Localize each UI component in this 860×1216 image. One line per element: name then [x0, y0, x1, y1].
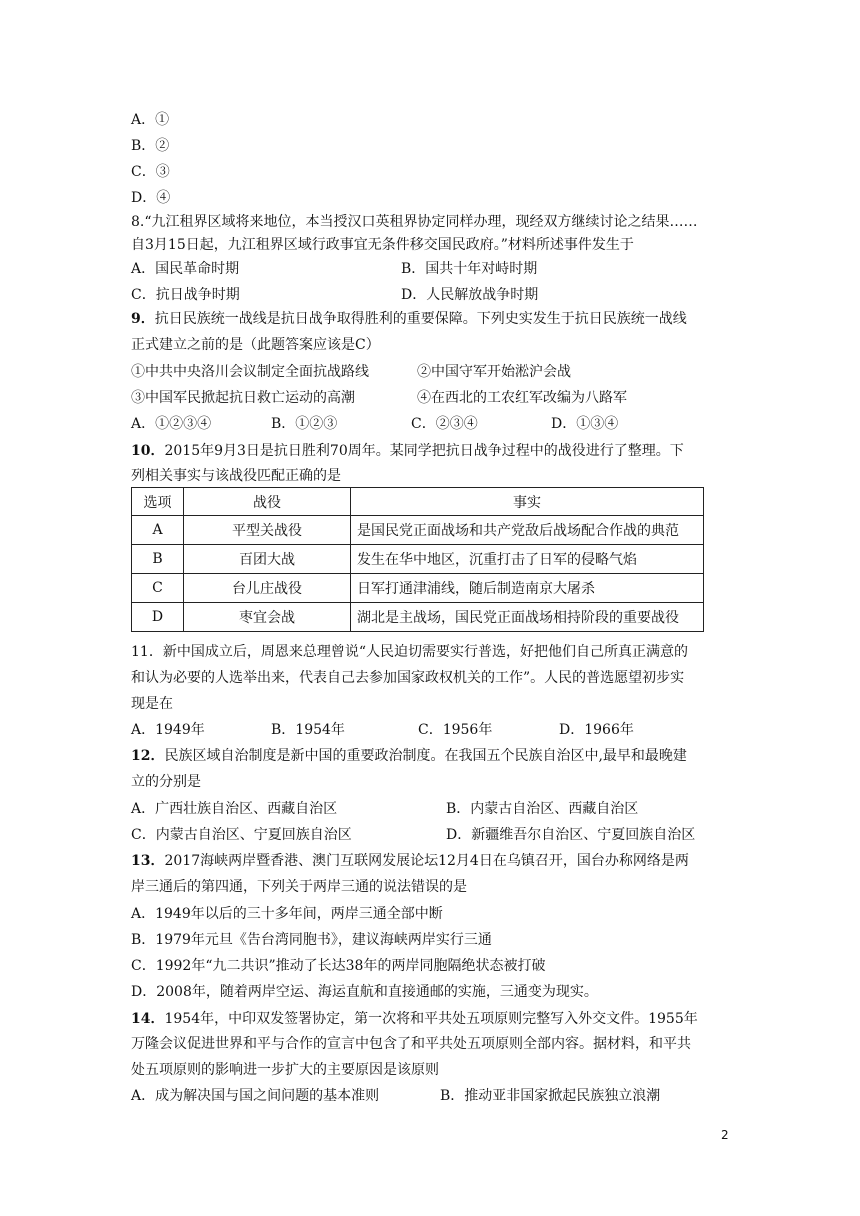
q14-stem-line3: 处五项原则的影响进一步扩大的主要原因是该原则: [131, 1062, 439, 1078]
row-fact: 是国民党正面战场和共产党敌后战场配合作战的典范: [351, 516, 704, 545]
q12-option-b: B．内蒙古自治区、西藏自治区: [446, 801, 639, 817]
page-number: 2: [721, 1128, 729, 1142]
q13-number: 13．: [131, 853, 165, 869]
q9-item-2: ②中国守军开始淞沪会战: [417, 364, 571, 380]
q9-stem-line1: [131, 310, 687, 328]
q13-option-a: A．1949年以后的三十多年间，两岸三通全部中断: [131, 906, 443, 922]
row-battle: 百团大战: [184, 545, 351, 574]
q14-option-a: A．成为解决国与国之间问题的基本准则: [131, 1088, 380, 1104]
q14-stem-line1: [131, 1010, 698, 1028]
q13-stem-text: 2017海峡两岸暨香港、澳门互联网发展论坛12月4日在乌镇召开，国台办称网络是两: [164, 853, 689, 869]
q12-option-c: C．内蒙古自治区、宁夏回族自治区: [131, 827, 352, 843]
row-option: C: [132, 574, 184, 603]
q13-stem-line1: [131, 852, 689, 870]
header-fact: 事实: [351, 488, 704, 516]
q11-stem-line2: 和认为必要的人选举出来，代表自己去参加国家政权机关的工作”。人民的普选愿望初步实: [131, 670, 685, 686]
q8-stem-line1: 8.“九江租界区域将来地位，本当授汉口英租界协定同样办理，现经双方继续讨论之结果……: [131, 214, 698, 230]
q7-option-d: D．④: [131, 190, 171, 206]
q11-stem-line3: 现是在: [131, 696, 173, 712]
q12-stem-line1: [131, 747, 687, 765]
q10-stem-text: 2015年9月3日是抗日胜利70周年。某同学把抗日战争过程中的战役进行了整理。下: [164, 443, 684, 459]
q14-stem-text: 1954年，中印双发签署协定，第一次将和平共处五项原则完整写入外交文件。1955年: [164, 1011, 698, 1027]
q11-stem-line1: 11．新中国成立后，周恩来总理曾说“人民迫切需要实行普选，好把他们自己所真正满意的: [131, 644, 688, 660]
table-row: [132, 516, 704, 545]
q7-option-b: B．②: [131, 138, 170, 154]
row-battle: 平型关战役: [184, 516, 351, 545]
q11-option-a: A．1949年: [131, 722, 205, 738]
q8-option-c: C．抗日战争时期: [131, 287, 240, 303]
header-battle: 战役: [184, 488, 351, 516]
row-option: B: [132, 545, 184, 574]
row-option: D: [132, 603, 184, 632]
table-row: [132, 574, 704, 603]
row-battle: 枣宜会战: [184, 603, 351, 632]
q11-option-b: B．1954年: [271, 722, 345, 738]
q12-number: 12．: [131, 748, 165, 764]
row-fact: 日军打通津浦线，随后制造南京大屠杀: [351, 574, 704, 603]
q12-stem-text: 民族区域自治制度是新中国的重要政治制度。在我国五个民族自治区中,最早和最晚建: [164, 748, 687, 764]
q8-option-d: D．人民解放战争时期: [401, 287, 539, 303]
q9-item-4: ④在西北的工农红军改编为八路军: [417, 390, 627, 406]
q9-option-d: D．①③④: [551, 416, 619, 432]
q12-option-d: D．新疆维吾尔自治区、宁夏回族自治区: [446, 827, 696, 843]
row-fact: 发生在华中地区，沉重打击了日军的侵略气焰: [351, 545, 704, 574]
q9-number: 9．: [131, 311, 155, 327]
q14-stem-line2: 万隆会议促进世界和平与合作的宣言中包含了和平共处五项原则全部内容。据材料，和平共: [131, 1036, 691, 1052]
q10-stem-line1: [131, 442, 684, 460]
q9-option-c: C．②③④: [411, 416, 478, 432]
q8-option-b: B．国共十年对峙时期: [401, 261, 538, 277]
q12-stem-line2: 立的分别是: [131, 774, 201, 790]
q9-item-3: ③中国军民掀起抗日救亡运动的高潮: [131, 390, 355, 406]
row-fact: 湖北是主战场，国民党正面战场相持阶段的重要战役: [351, 603, 704, 632]
q12-option-a: A．广西壮族自治区、西藏自治区: [131, 801, 338, 817]
q13-stem-line2: 岸三通后的第四通，下列关于两岸三通的说法错误的是: [131, 879, 467, 895]
q8-option-a: A．国民革命时期: [131, 261, 240, 277]
q10-number: 10．: [131, 443, 165, 459]
header-option: 选项: [132, 488, 184, 516]
q13-option-d: D．2008年，随着两岸空运、海运直航和直接通邮的实施，三通变为现实。: [131, 984, 598, 1000]
row-battle: 台儿庄战役: [184, 574, 351, 603]
q13-option-b: B．1979年元旦《告台湾同胞书》，建议海峡两岸实行三通: [131, 932, 492, 948]
q10-stem-line2: 列相关事实与该战役匹配正确的是: [131, 468, 341, 484]
q9-item-1: ①中共中央洛川会议制定全面抗战路线: [131, 364, 369, 380]
q11-option-d: D．1966年: [559, 722, 634, 738]
q13-option-c: C．1992年“九二共识”推动了长达38年的两岸同胞隔绝状态被打破: [131, 958, 546, 974]
table-row: [132, 603, 704, 632]
row-option: A: [132, 516, 184, 545]
q7-option-c: C．③: [131, 164, 170, 180]
q14-number: 14．: [131, 1011, 165, 1027]
q9-stem-text: 抗日民族统一战线是抗日战争取得胜利的重要保障。下列史实发生于抗日民族统一战线: [154, 311, 687, 327]
q14-option-b: B．推动亚非国家掀起民族独立浪潮: [440, 1088, 661, 1104]
q7-option-a: A．①: [131, 112, 170, 128]
q11-option-c: C．1956年: [418, 722, 493, 738]
q9-option-b: B．①②③: [271, 416, 338, 432]
q9-option-a: A．①②③④: [131, 416, 212, 432]
q9-stem-line2: 正式建立之前的是（此题答案应该是C）: [131, 337, 380, 353]
table-row: [132, 545, 704, 574]
table-header-row: [132, 488, 704, 516]
battle-table: [131, 487, 704, 632]
q8-stem-line2: 自3月15日起，九江租界区域行政事宜无条件移交国民政府。”材料所述事件发生于: [131, 237, 634, 253]
